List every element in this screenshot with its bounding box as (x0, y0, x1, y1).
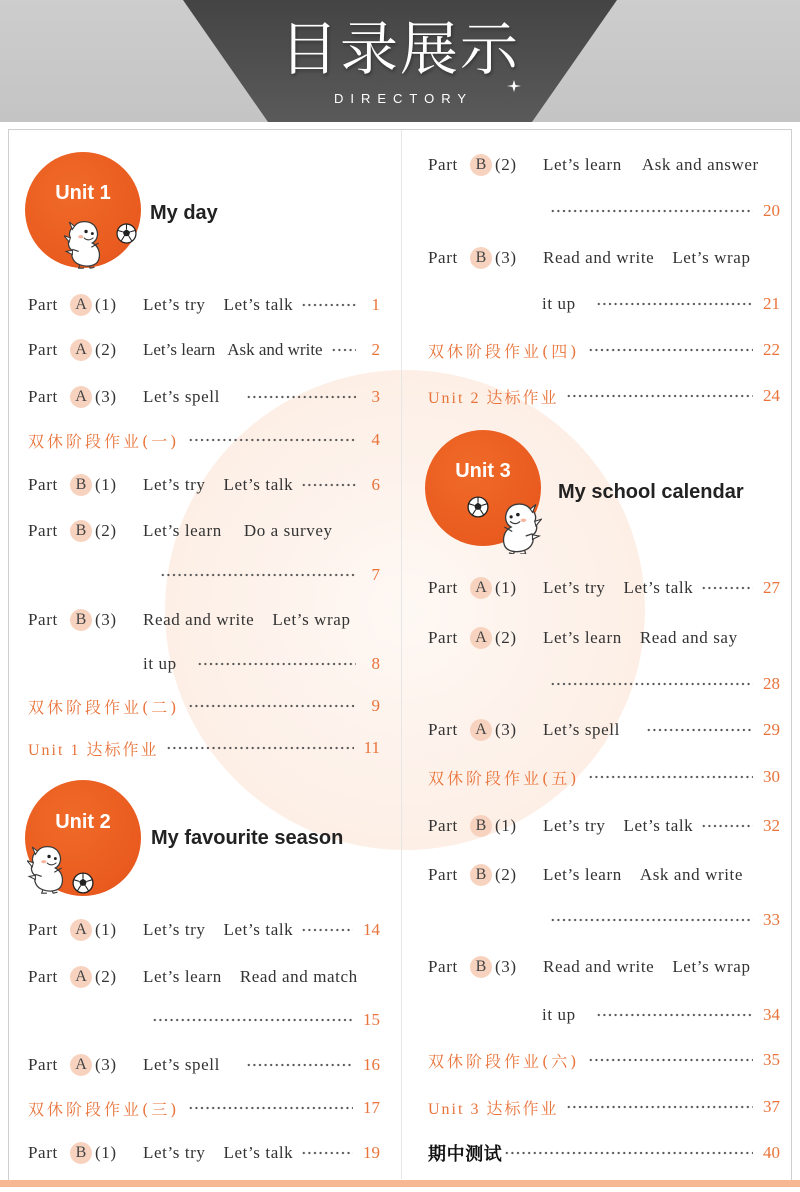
toc-entry (428, 625, 780, 651)
page-number: 1 (371, 295, 380, 314)
part-label: Part (28, 387, 58, 406)
lesson-number: (1) (95, 1143, 117, 1162)
lesson-number: (2) (95, 967, 117, 986)
activity-title: Let’s spell (543, 720, 620, 739)
dot-leader (588, 347, 754, 353)
activity-title: it up (143, 654, 177, 673)
page-number: 4 (371, 430, 380, 449)
toc-entry (28, 917, 380, 943)
lesson-number: (1) (95, 475, 117, 494)
practice-title: 双休阶段作业(六) (428, 1051, 580, 1071)
toc-entry-practice (28, 1095, 380, 1121)
unit-test-title: Unit 2 达标作业 (428, 389, 559, 407)
activity-title: Let’s talk (223, 295, 294, 314)
part-letter-badge: B (70, 474, 92, 496)
practice-title: 双休阶段作业(二) (28, 697, 180, 717)
activity-title: Let’s talk (223, 475, 294, 494)
unit-title: My favourite season (151, 827, 344, 849)
page-number: 8 (371, 654, 380, 673)
part-label: Part (428, 248, 458, 267)
lesson-number: (3) (495, 720, 517, 739)
activity-title: Let’s talk (623, 816, 694, 835)
activity-title: Let’s talk (223, 1143, 294, 1162)
toc-entry-unit-test (428, 383, 780, 409)
practice-title: 双休阶段作业(四) (428, 341, 580, 361)
activity-title: it up (542, 1005, 576, 1024)
toc-entry-practice (428, 764, 780, 790)
toc-entry (428, 245, 780, 271)
part-label: Part (28, 475, 58, 494)
dot-leader (701, 585, 753, 591)
activity-title: Let’s learn (543, 865, 622, 884)
toc-entry-continuation (550, 198, 780, 224)
dot-leader (646, 727, 753, 733)
lesson-number: (2) (495, 628, 517, 647)
bottom-strip (0, 1180, 800, 1187)
part-label: Part (428, 816, 458, 835)
part-label: Part (428, 155, 458, 174)
lesson-number: (3) (495, 248, 517, 267)
activity-title: Let’s try (143, 475, 206, 494)
unit-test-title: Unit 1 达标作业 (28, 741, 159, 759)
dinosaur-mascot-icon (64, 217, 106, 269)
toc-entry-continuation (550, 907, 780, 933)
page-number: 37 (763, 1097, 780, 1116)
unit-label: Unit 3 (455, 460, 511, 482)
unit-title: My school calendar (558, 481, 744, 503)
soccer-ball-icon (467, 496, 489, 518)
practice-title: 双休阶段作业(五) (428, 768, 580, 788)
dot-leader (301, 302, 356, 308)
activity-title: Let’s try (143, 920, 206, 939)
part-label: Part (28, 920, 58, 939)
lesson-number: (2) (495, 865, 517, 884)
activity-title: Let’s wrap (672, 957, 751, 976)
page-number: 24 (763, 386, 780, 405)
practice-title: 双休阶段作业(一) (28, 431, 180, 451)
page-number: 22 (763, 340, 780, 359)
part-label: Part (28, 1143, 58, 1162)
dot-leader (550, 681, 753, 687)
lesson-number: (3) (495, 957, 517, 976)
dot-leader (596, 301, 753, 307)
activity-title: Let’s try (543, 578, 606, 597)
dot-leader (301, 1150, 353, 1156)
dot-leader (301, 482, 356, 488)
part-label: Part (28, 521, 58, 540)
lesson-number: (3) (95, 1055, 117, 1074)
dinosaur-mascot-icon (496, 500, 542, 554)
toc-entry-continuation (143, 651, 380, 677)
toc-entry (28, 472, 380, 498)
column-divider (401, 130, 402, 1179)
part-letter-badge: A (70, 966, 92, 988)
part-label: Part (28, 610, 58, 629)
activity-title: Let’s learn (543, 155, 622, 174)
dot-leader (301, 927, 353, 933)
page-number: 32 (763, 816, 780, 835)
dot-leader (188, 703, 357, 709)
lesson-number: (3) (95, 610, 117, 629)
toc-entry (28, 292, 380, 318)
toc-entry (428, 717, 780, 743)
lesson-number: (2) (95, 340, 117, 359)
activity-title: Let’s spell (143, 1055, 220, 1074)
part-letter-badge: B (70, 1142, 92, 1164)
part-letter-badge: A (70, 919, 92, 941)
dot-leader (588, 774, 754, 780)
toc-entry (28, 1052, 380, 1078)
page-number: 30 (763, 767, 780, 786)
part-letter-badge: B (470, 154, 492, 176)
part-letter-badge: A (70, 339, 92, 361)
toc-entry-continuation (160, 562, 380, 588)
soccer-ball-icon (72, 872, 94, 894)
page-number: 7 (371, 565, 380, 584)
toc-entry-unit-test (28, 735, 380, 761)
dot-leader (197, 661, 356, 667)
toc-entry-practice (28, 427, 380, 453)
page-number: 15 (363, 1010, 380, 1029)
lesson-number: (2) (495, 155, 517, 174)
part-label: Part (28, 967, 58, 986)
page-number: 40 (763, 1143, 780, 1162)
toc-entry-continuation (550, 671, 780, 697)
part-letter-badge: A (70, 1054, 92, 1076)
lesson-number: (2) (95, 521, 117, 540)
activity-title: Let’s talk (623, 578, 694, 597)
activity-title: Ask and answer (641, 155, 759, 174)
unit-label: Unit 2 (55, 811, 111, 833)
part-letter-badge: A (470, 577, 492, 599)
page-number: 27 (763, 578, 780, 597)
dot-leader (188, 1105, 354, 1111)
part-label: Part (428, 957, 458, 976)
page-number: 14 (363, 920, 380, 939)
part-label: Part (28, 295, 58, 314)
midterm-title: 期中测试 (428, 1144, 503, 1165)
activity-title: Let’s wrap (272, 610, 351, 629)
lesson-number: (1) (95, 920, 117, 939)
unit-test-title: Unit 3 达标作业 (428, 1100, 559, 1118)
dot-leader (550, 208, 753, 214)
dinosaur-mascot-icon (27, 842, 69, 894)
part-letter-badge: B (470, 864, 492, 886)
part-label: Part (28, 1055, 58, 1074)
dot-leader (246, 394, 356, 400)
page-number: 21 (763, 294, 780, 313)
activity-title: Let’s try (143, 1143, 206, 1162)
page-title: 目录展示 (279, 15, 520, 83)
unit-title: My day (150, 202, 218, 224)
toc-entry (428, 813, 780, 839)
soccer-ball-icon (116, 223, 137, 244)
part-letter-badge: B (70, 520, 92, 542)
dot-leader (504, 1150, 753, 1156)
activity-title: it up (542, 294, 576, 313)
activity-title: Let’s spell (143, 387, 220, 406)
page-number: 11 (363, 738, 380, 757)
toc-entry (28, 1140, 380, 1166)
activity-title: Ask and write (227, 340, 323, 359)
activity-title: Read and write (543, 957, 655, 976)
page-number: 19 (363, 1143, 380, 1162)
page-number: 9 (371, 696, 380, 715)
practice-title: 双休阶段作业(三) (28, 1099, 180, 1119)
dot-leader (246, 1062, 353, 1068)
lesson-number: (1) (495, 816, 517, 835)
activity-title: Let’s learn (143, 521, 222, 540)
page-number: 34 (763, 1005, 780, 1024)
unit-label: Unit 1 (55, 182, 111, 204)
page-number: 3 (371, 387, 380, 406)
part-letter-badge: B (470, 815, 492, 837)
dot-leader (188, 437, 357, 443)
dot-leader (550, 917, 753, 923)
part-label: Part (28, 340, 58, 359)
part-letter-badge: A (70, 294, 92, 316)
toc-entry-practice (428, 337, 780, 363)
toc-entry-unit-test (428, 1094, 780, 1120)
page-number: 35 (763, 1050, 780, 1069)
activity-title: Let’s talk (223, 920, 294, 939)
toc-entry-continuation (542, 291, 780, 317)
activity-title: Let’s learn (543, 628, 622, 647)
part-label: Part (428, 720, 458, 739)
toc-entry (28, 607, 380, 633)
toc-entry (428, 954, 780, 980)
toc-entry-practice (428, 1047, 780, 1073)
dot-leader (160, 572, 356, 578)
toc-entry-midterm (428, 1140, 780, 1166)
activity-title: Let’s try (143, 295, 206, 314)
lesson-number: (1) (495, 578, 517, 597)
dot-leader (588, 1057, 754, 1063)
lesson-number: (1) (95, 295, 117, 314)
toc-entry-continuation (542, 1002, 780, 1028)
activity-title: Let’s wrap (672, 248, 751, 267)
page-number: 16 (363, 1055, 380, 1074)
page-number: 6 (371, 475, 380, 494)
activity-title: Read and write (143, 610, 255, 629)
part-letter-badge: A (470, 719, 492, 741)
page-number: 33 (763, 910, 780, 929)
dot-leader (331, 347, 356, 353)
toc-entry (28, 964, 380, 990)
part-label: Part (428, 628, 458, 647)
dot-leader (566, 1104, 753, 1110)
lesson-number: (3) (95, 387, 117, 406)
part-letter-badge: A (470, 627, 492, 649)
dot-leader (701, 823, 753, 829)
dot-leader (152, 1017, 353, 1023)
activity-title: Let’s learn (143, 967, 222, 986)
page-number: 17 (363, 1098, 380, 1117)
activity-title: Let’s try (543, 816, 606, 835)
toc-entry (428, 152, 780, 178)
activity-title: Let’s learn (143, 340, 216, 359)
activity-title: Read and match (239, 967, 358, 986)
toc-entry-continuation (152, 1007, 380, 1033)
part-letter-badge: A (70, 386, 92, 408)
part-letter-badge: B (70, 609, 92, 631)
dot-leader (566, 393, 753, 399)
part-letter-badge: B (470, 956, 492, 978)
activity-title: Read and say (639, 628, 738, 647)
part-label: Part (428, 865, 458, 884)
page-number: 20 (763, 201, 780, 220)
page-number: 28 (763, 674, 780, 693)
page-number: 29 (763, 720, 780, 739)
part-label: Part (428, 578, 458, 597)
toc-entry (428, 575, 780, 601)
toc-entry (428, 862, 780, 888)
dot-leader (166, 745, 353, 751)
page-number: 2 (371, 340, 380, 359)
toc-entry (28, 518, 380, 544)
dot-leader (596, 1012, 753, 1018)
toc-entry (28, 337, 380, 363)
activity-title: Do a survey (243, 521, 333, 540)
toc-entry (28, 384, 380, 410)
toc-entry-practice (28, 693, 380, 719)
page-subtitle: DIRECTORY (333, 91, 474, 106)
part-letter-badge: B (470, 247, 492, 269)
activity-title: Read and write (543, 248, 655, 267)
activity-title: Ask and write (639, 865, 743, 884)
